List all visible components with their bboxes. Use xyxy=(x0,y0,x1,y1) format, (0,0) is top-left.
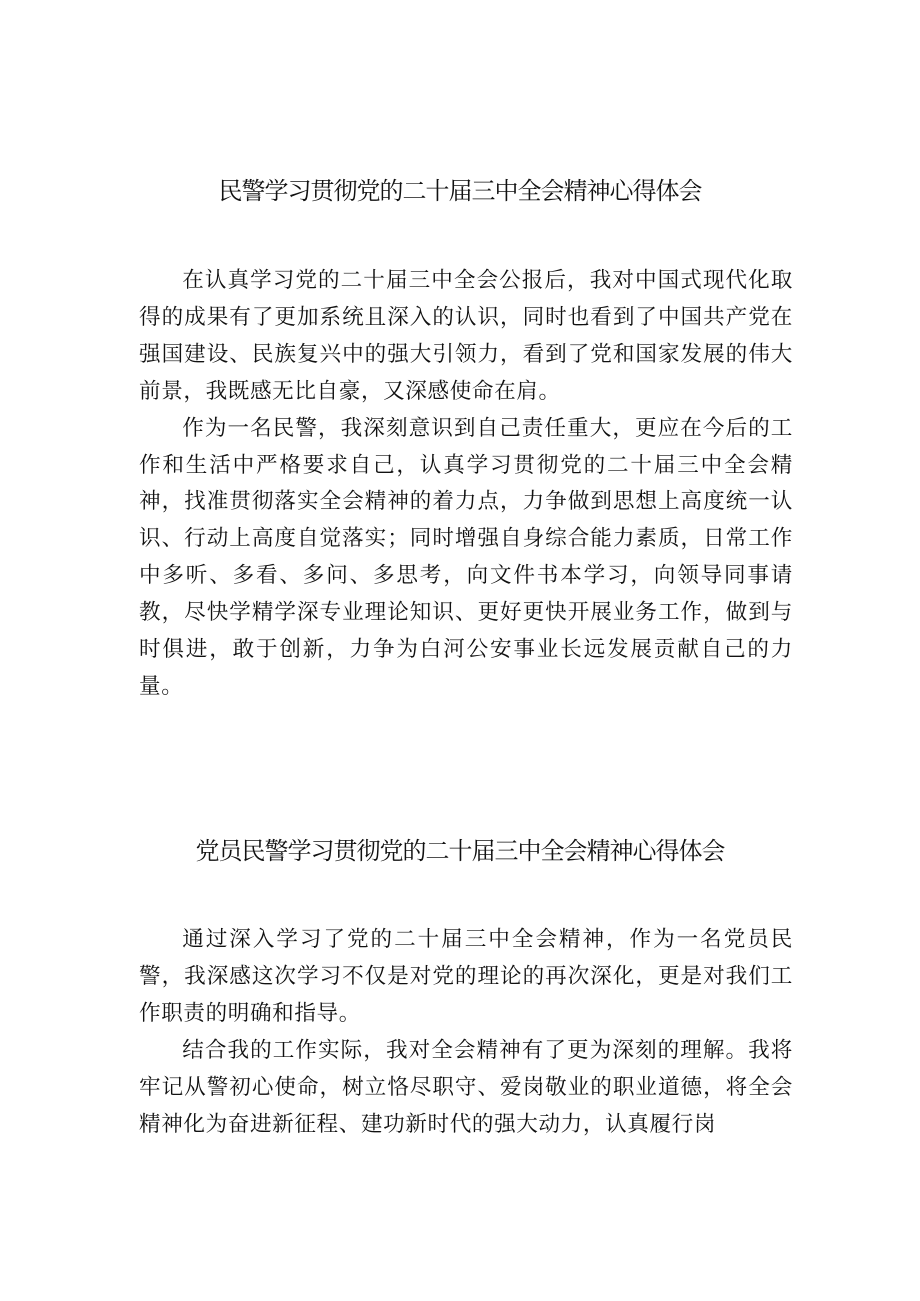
paragraph: 结合我的工作实际，我对全会精神有了更为深刻的理解。我将牢记从警初心使命，树立恪尽职守、爱岗敬业的职业道德，将全会精神化为奋进新征程、建功新时代的强大动力，认真履行岗 xyxy=(139,1037,793,1137)
paragraph: 通过深入学习了党的二十届三中全会精神，作为一名党员民警，我深感这次学习不仅是对党的理论的再次深化，更是对我们工作职责的明确和指导。 xyxy=(139,927,793,1026)
article-body-1 xyxy=(139,263,793,706)
article-body-2 xyxy=(139,922,793,1143)
article-title-2: 党员民警学习贯彻党的二十届三中全会精神心得体会 xyxy=(195,837,725,865)
article-title-1: 民警学习贯彻党的二十届三中全会精神心得体会 xyxy=(218,177,702,205)
paragraph: 在认真学习党的二十届三中全会公报后，我对中国式现代化取得的成果有了更加系统且深入的认识，同时也看到了中国共产党在强国建设、民族复兴中的强大引领力，看到了党和国家发展的伟大前景，我既感无比自豪，又深感使命在肩。 xyxy=(139,268,793,404)
paragraph: 作为一名民警，我深刻意识到自己责任重大，更应在今后的工作和生活中严格要求自己，认真学习贯彻党的二十届三中全会精神，找准贯彻落实全会精神的着力点，力争做到思想上高度统一认识、行动上高度自觉落实；同时增强自身综合能力素质，日常工作中多听、多看、多问、多思考，向文件书本学习，向领导同事请教，尽快学精学深专业理论知识、更好更快开展业务工作，做到与时俱进，敢于创新，力争为白河公安事业长远发展贡献自己的力量。 xyxy=(139,415,793,699)
